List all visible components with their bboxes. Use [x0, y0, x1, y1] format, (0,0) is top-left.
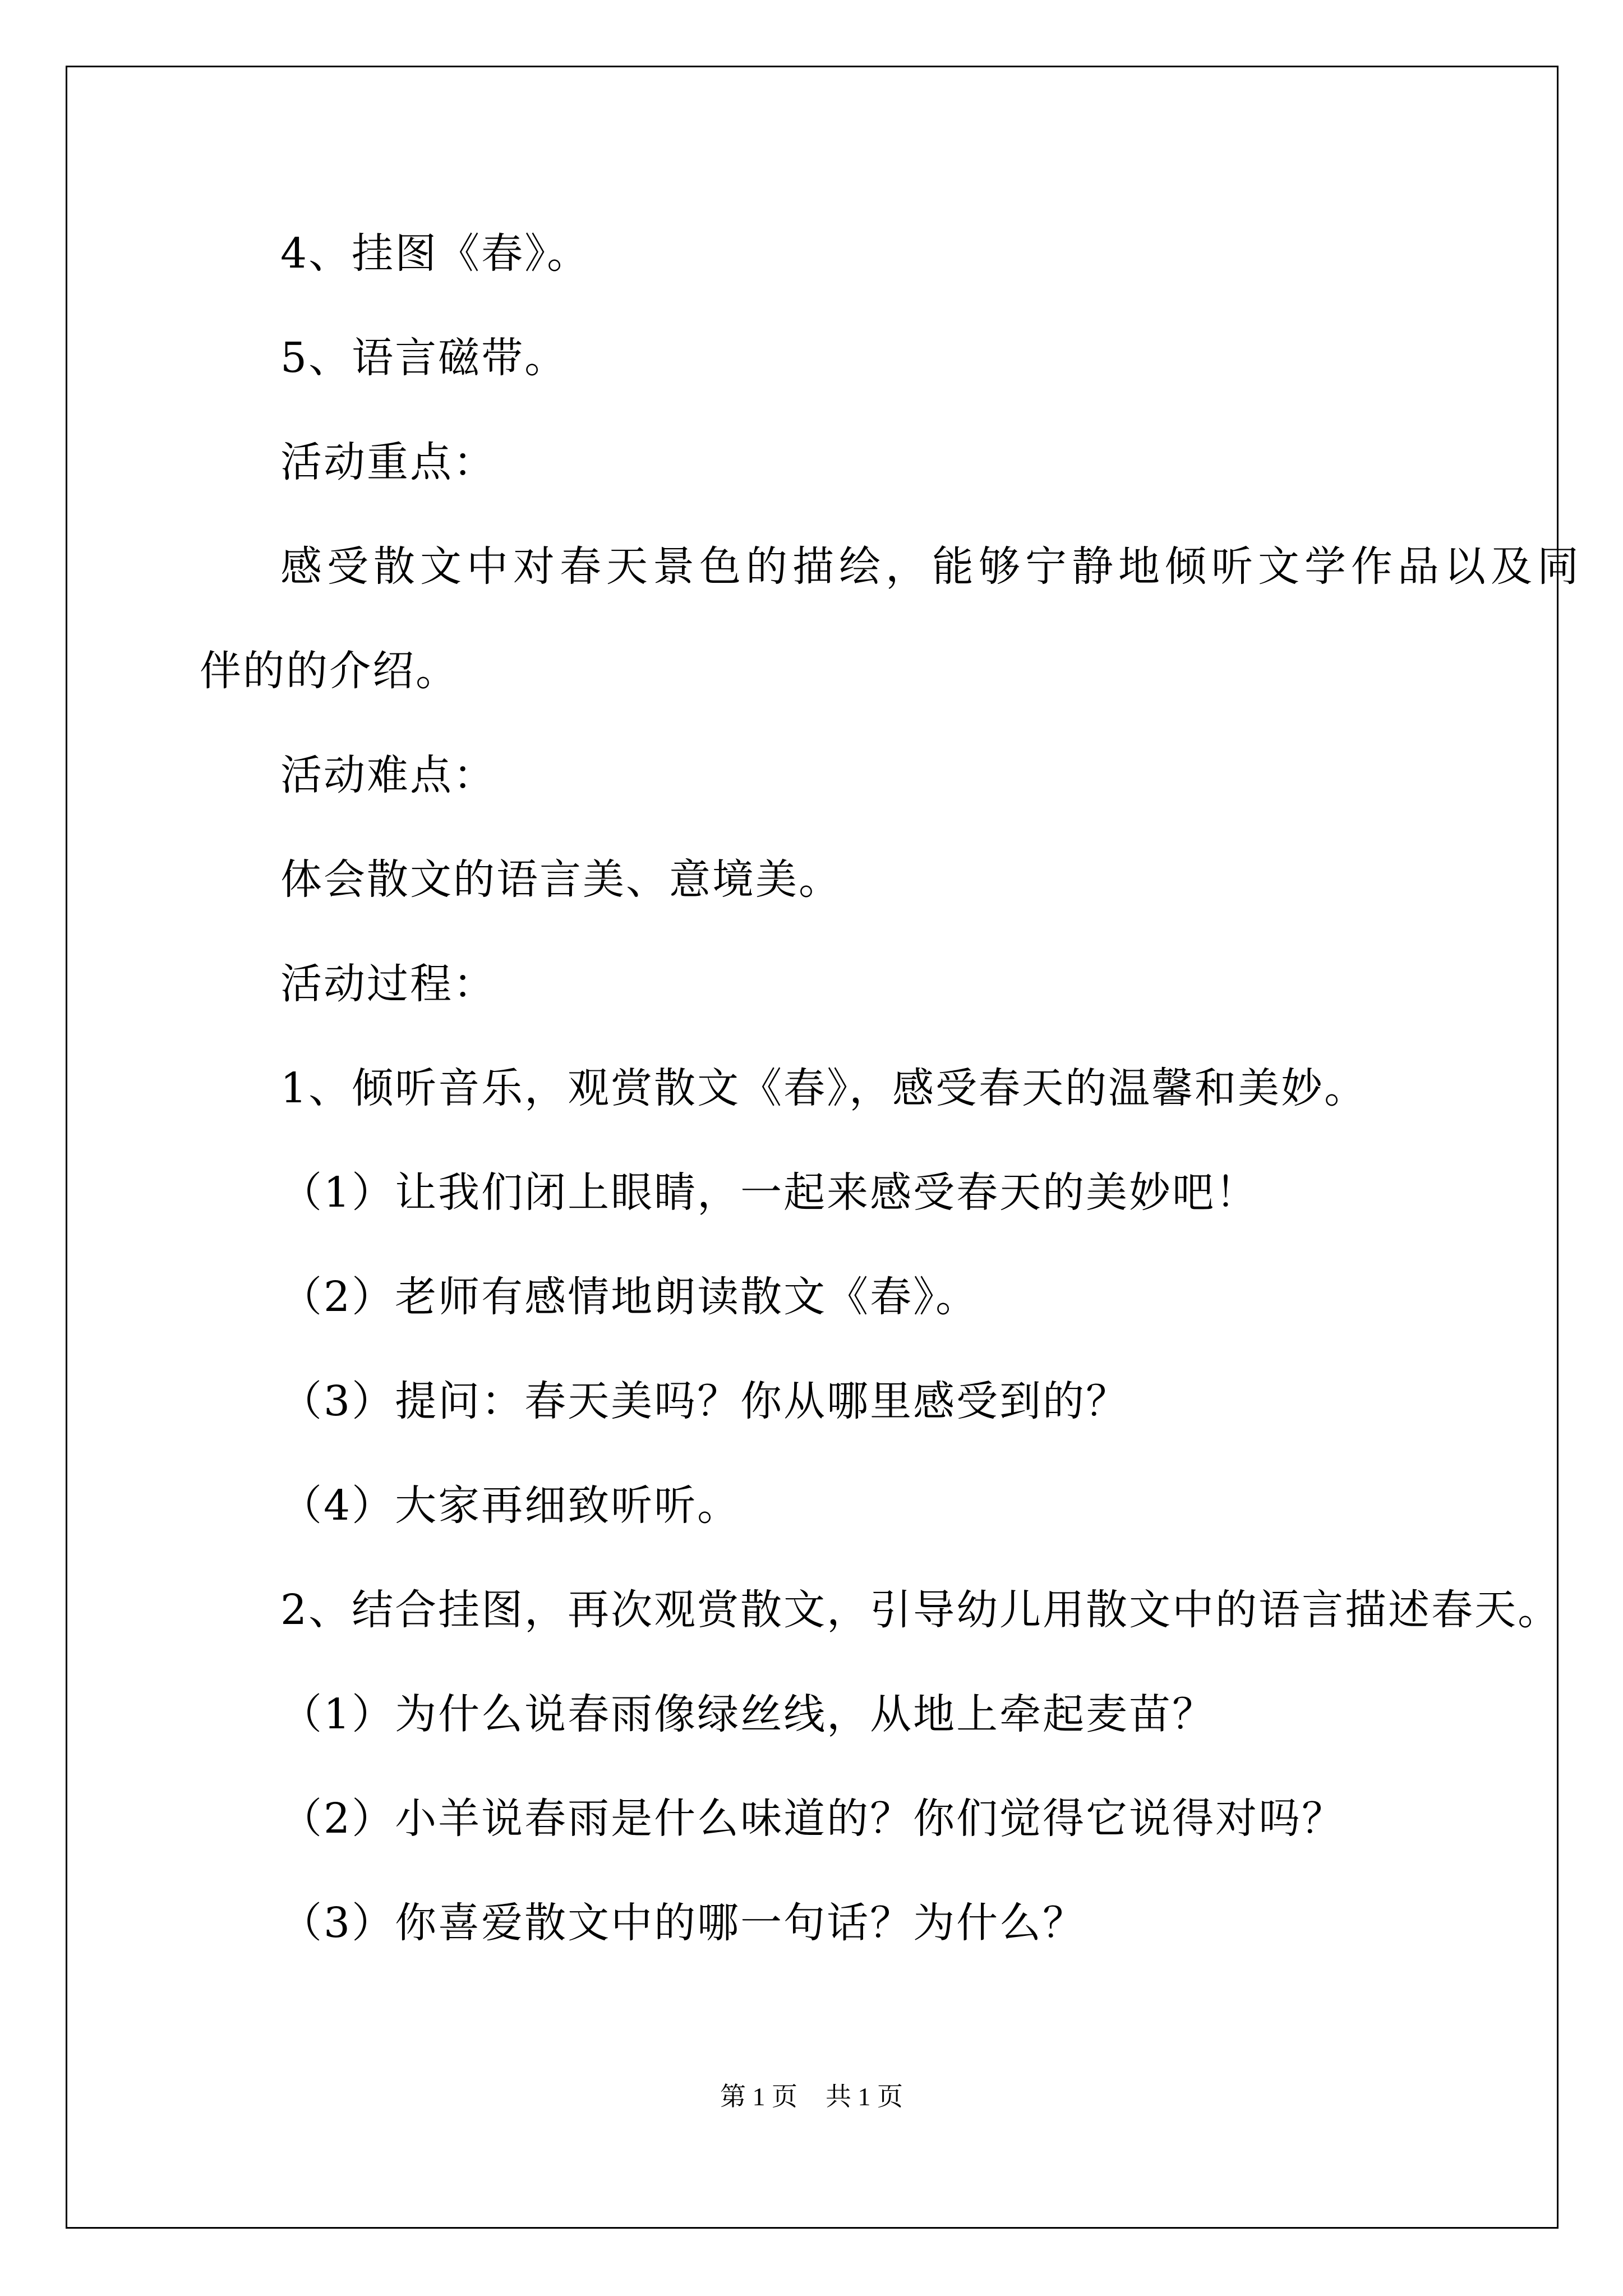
- process-step-2: 2、结合挂图，再次观赏散文，引导幼儿用散文中的语言描述春天。: [280, 1586, 1561, 1634]
- material-item-5: 5、语言磁带。: [280, 334, 568, 382]
- page-number: 第 1 页: [720, 2082, 797, 2111]
- step-1-item-4: （4）大家再细致听听。: [280, 1481, 741, 1530]
- step-2-item-1: （1）为什么说春雨像绿丝线，从地上牵起麦苗？: [280, 1690, 1216, 1738]
- paragraph-difficulty: 体会散文的语言美、意境美。: [280, 855, 842, 904]
- step-1-item-2: （2）老师有感情地朗读散文《春》。: [280, 1273, 979, 1321]
- heading-activity-focus: 活动重点：: [280, 438, 496, 486]
- step-2-item-3: （3）你喜爱散文中的哪一句话？为什么？: [280, 1899, 1086, 1947]
- page-total: 共 1 页: [826, 2082, 903, 2111]
- process-step-1: 1、倾听音乐，观赏散文《春》，感受春天的温馨和美妙。: [280, 1064, 1368, 1112]
- heading-activity-process: 活动过程：: [280, 960, 496, 1008]
- step-1-item-1: （1）让我们闭上眼睛，一起来感受春天的美妙吧！: [280, 1168, 1259, 1217]
- paragraph-focus-line-2: 伴的的介绍。: [200, 647, 459, 695]
- heading-activity-difficulty: 活动难点：: [280, 751, 496, 799]
- material-item-4: 4、挂图《春》。: [280, 229, 591, 278]
- paragraph-focus-line-1: 感受散文中对春天景色的描绘，能够宁静地倾听文学作品以及同: [280, 542, 1584, 591]
- step-2-item-2: （2）小羊说春雨是什么味道的？你们觉得它说得对吗？: [280, 1795, 1345, 1843]
- step-1-item-3: （3）提问：春天美吗？你从哪里感受到的？: [280, 1377, 1129, 1425]
- page-footer: [0, 2080, 1623, 2114]
